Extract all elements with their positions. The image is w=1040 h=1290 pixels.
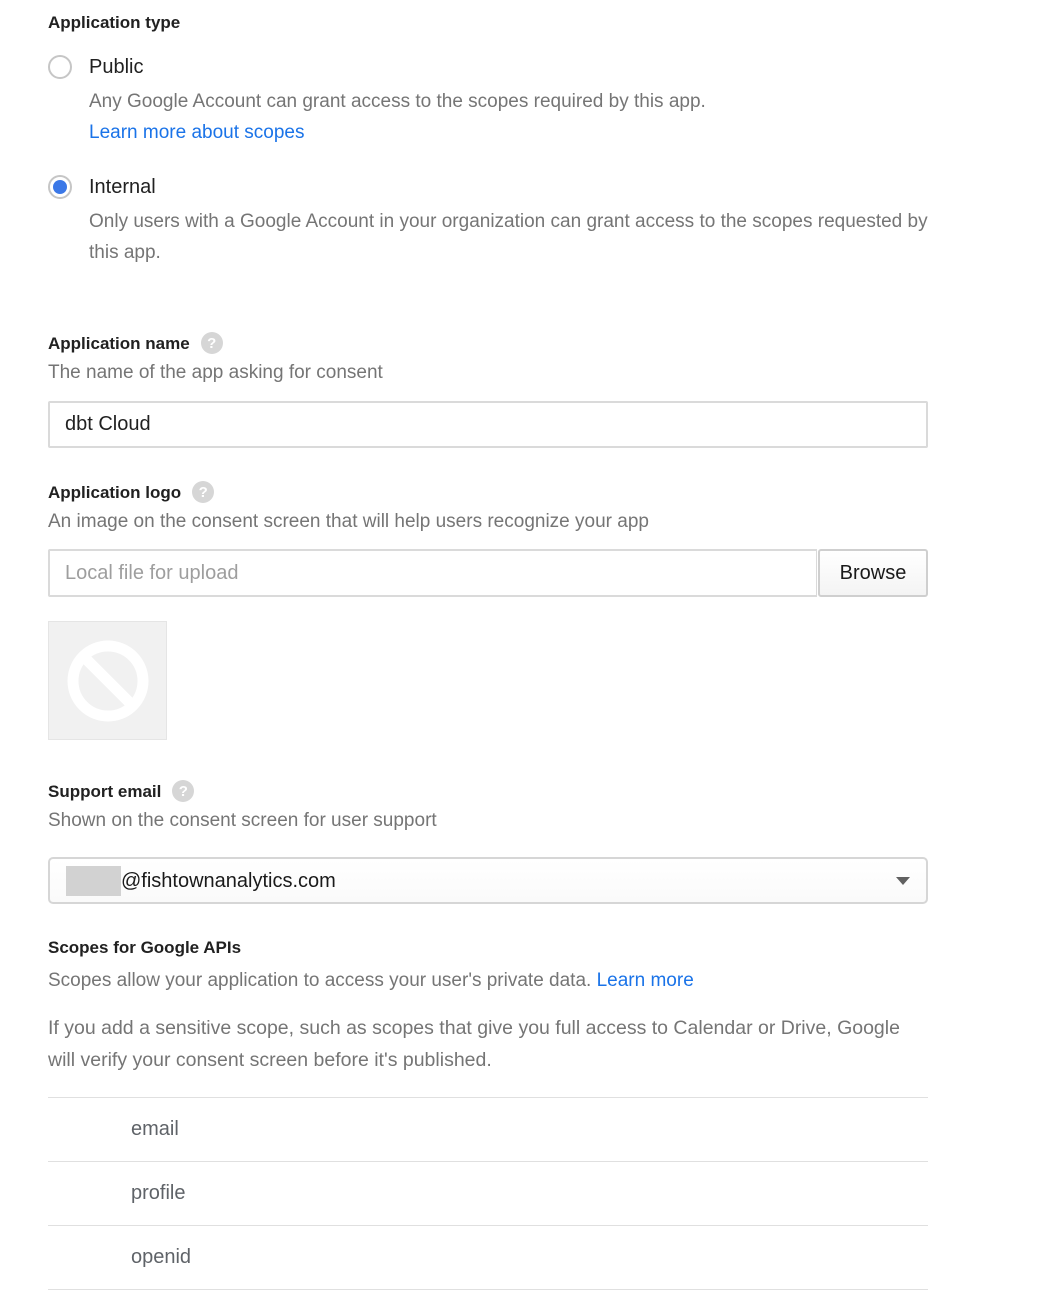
application-logo-label: Application logo (48, 482, 182, 502)
internal-radio-row[interactable] (48, 175, 928, 199)
support-email-section (48, 780, 928, 904)
public-radio-label: Public (89, 56, 144, 78)
browse-button[interactable]: Browse (818, 549, 928, 597)
internal-option-description: Only users with a Google Account in your organization can grant access to the scopes requested by this app. (89, 211, 928, 263)
scopes-label: Scopes for Google APIs (48, 938, 242, 957)
support-email-label: Support email (48, 781, 162, 801)
scopes-description: Scopes allow your application to access your user's private data. (48, 970, 592, 991)
table-row[interactable] (48, 1161, 928, 1225)
application-logo-help-icon[interactable]: ? (192, 481, 214, 503)
public-radio-button[interactable] (48, 55, 72, 79)
public-option-description: Any Google Account can grant access to the scopes required by this app. (89, 91, 706, 112)
application-logo-section (48, 481, 928, 740)
scopes-section (48, 937, 928, 1290)
logo-file-input[interactable] (48, 549, 817, 597)
application-type-label: Application type (48, 13, 181, 32)
scope-name: profile (131, 1182, 186, 1204)
support-email-select[interactable] (48, 857, 928, 904)
learn-more-about-scopes-link[interactable]: Learn more about scopes (89, 122, 305, 143)
application-name-section (48, 332, 928, 448)
blocked-image-icon (62, 635, 154, 727)
sensitive-scope-note: If you add a sensitive scope, such as scopes that give you full access to Calendar or Drive, Google will verify your consent screen before it's published. (48, 1017, 900, 1071)
application-name-label: Application name (48, 333, 190, 353)
public-radio-row[interactable] (48, 55, 928, 79)
support-email-value: @fishtownanalytics.com (121, 869, 336, 892)
application-name-input[interactable] (48, 401, 928, 448)
scope-name: openid (131, 1246, 192, 1268)
application-type-option-internal (48, 175, 928, 268)
scopes-table (48, 1097, 928, 1290)
internal-radio-label: Internal (89, 176, 156, 198)
dropdown-caret-icon (896, 877, 910, 885)
application-logo-description: An image on the consent screen that will help users recognize your app (48, 511, 649, 532)
scopes-learn-more-link[interactable]: Learn more (596, 970, 694, 991)
table-row[interactable] (48, 1097, 928, 1161)
application-type-option-public (48, 55, 928, 148)
logo-preview-placeholder (48, 621, 167, 740)
internal-radio-button[interactable] (48, 175, 72, 199)
application-name-description: The name of the app asking for consent (48, 362, 383, 383)
support-email-description: Shown on the consent screen for user support (48, 810, 437, 831)
scope-name: email (131, 1118, 179, 1140)
redacted-username-box (66, 866, 121, 896)
support-email-help-icon[interactable]: ? (172, 780, 194, 802)
table-row[interactable] (48, 1225, 928, 1290)
application-name-help-icon[interactable]: ? (201, 332, 223, 354)
